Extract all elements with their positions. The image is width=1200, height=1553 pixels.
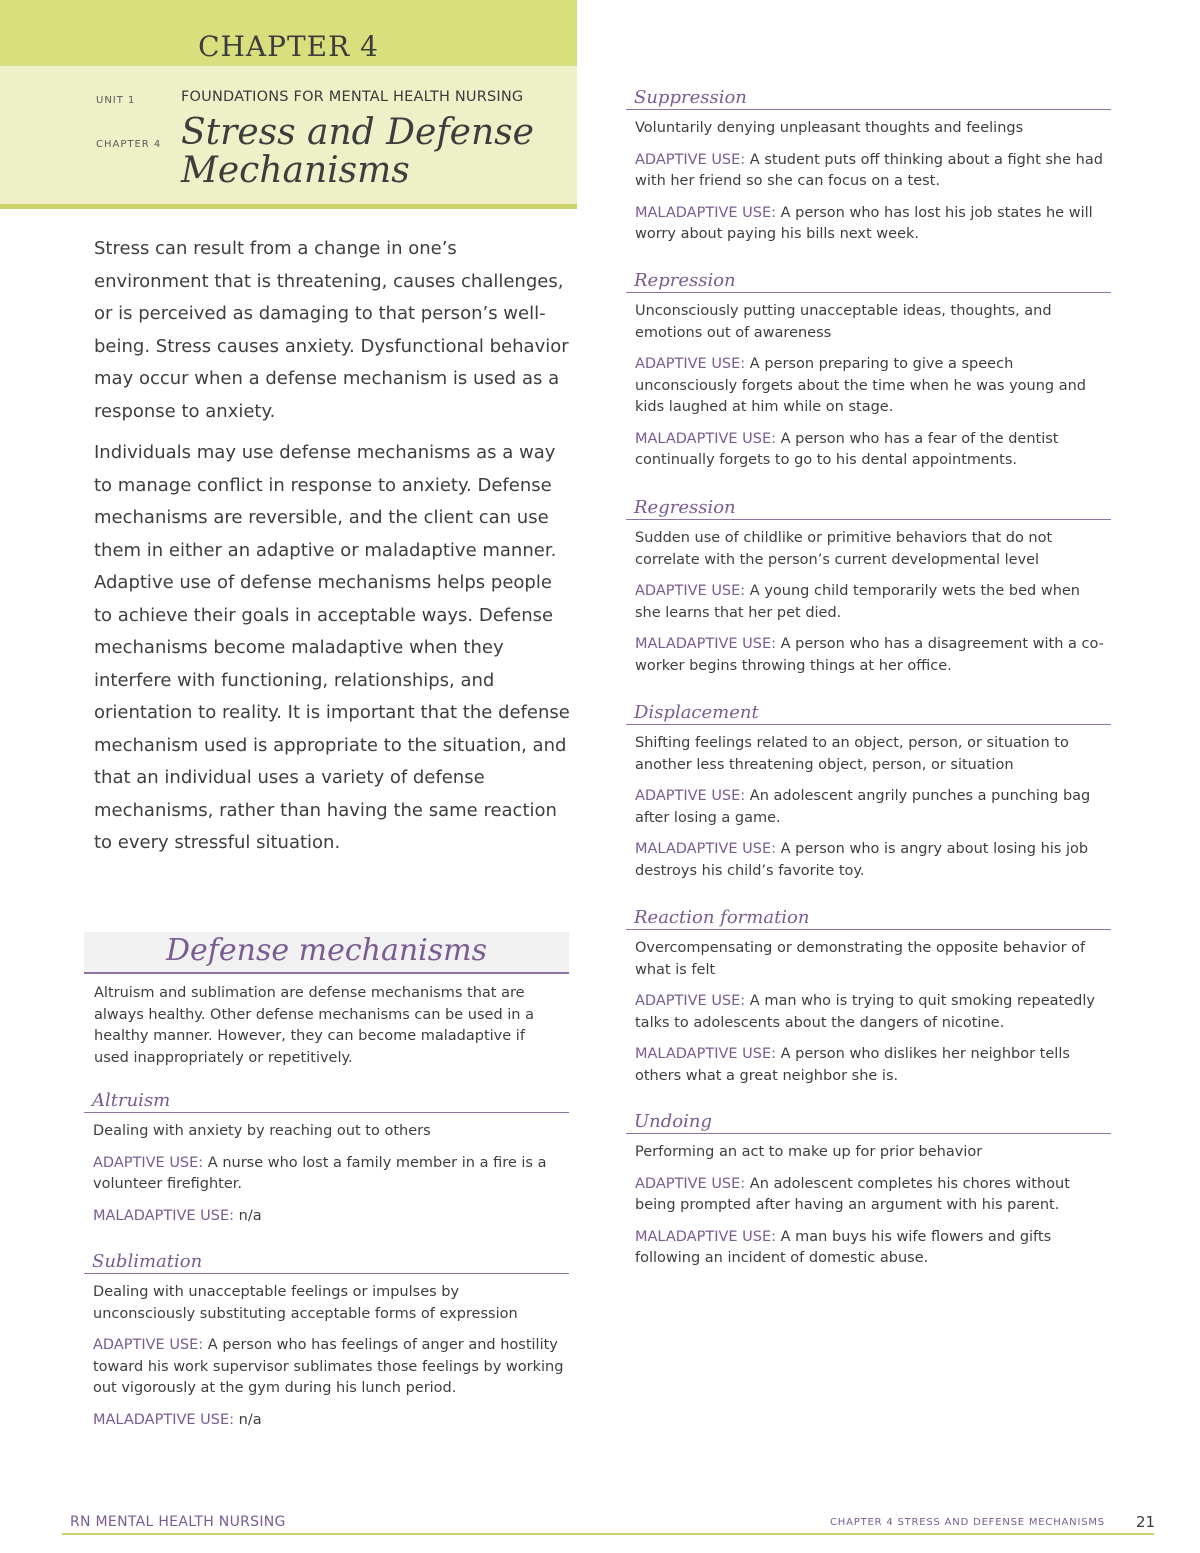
adaptive-label: ADAPTIVE USE: <box>93 1154 204 1171</box>
mechanism-definition: Performing an act to make up for prior behavior <box>635 1144 983 1160</box>
maladaptive-text: A man buys his wife flowers and gifts following an incident of domestic abuse. <box>635 1228 1052 1266</box>
maladaptive-use <box>635 1044 1107 1087</box>
maladaptive-label: MALADAPTIVE USE: <box>635 841 777 857</box>
mechanism-title: Suppression <box>626 87 1111 110</box>
maladaptive-label: MALADAPTIVE USE: <box>635 1046 777 1062</box>
chapter-title-line-1: Stress and Defense <box>181 112 534 153</box>
maladaptive-label: MALADAPTIVE USE: <box>635 636 777 652</box>
page-number: 21 <box>1136 1513 1156 1531</box>
maladaptive-use <box>635 203 1107 246</box>
intro-text <box>94 233 574 869</box>
mechanism-definition: Overcompensating or demonstrating the opposite behavior of what is felt <box>635 940 1086 978</box>
header-divider <box>0 204 577 209</box>
mechanism-definition: Voluntarily denying unpleasant thoughts and feelings <box>635 120 1024 136</box>
mechanism-definition: Dealing with anxiety by reaching out to others <box>93 1123 431 1139</box>
maladaptive-text: n/a <box>238 1207 262 1224</box>
maladaptive-text: A person who has a disagreement with a co-worker begins throwing things at her office. <box>635 636 1104 674</box>
mechanism-undoing <box>626 1111 1111 1280</box>
mechanism-repression <box>626 270 1111 482</box>
mechanism-displacement <box>626 702 1111 892</box>
adaptive-label: ADAPTIVE USE: <box>635 1175 746 1192</box>
adaptive-text: A person who has feelings of anger and hostility toward his work supervisor sublimates those feelings by working out vigorously at the gym during his lunch period. <box>93 1337 564 1396</box>
maladaptive-label: MALADAPTIVE USE: <box>635 430 777 447</box>
maladaptive-use <box>635 634 1107 677</box>
mechanism-definition: Shifting feelings related to an object, person, or situation to another less threatening object, person, or situation <box>635 735 1069 773</box>
adaptive-label: ADAPTIVE USE: <box>635 356 746 372</box>
footer-book-title: RN MENTAL HEALTH NURSING <box>70 1514 286 1530</box>
maladaptive-label: MALADAPTIVE USE: <box>93 1411 235 1428</box>
adaptive-use <box>93 1335 565 1400</box>
unit-title: FOUNDATIONS FOR MENTAL HEALTH NURSING <box>181 89 524 105</box>
mechanism-sublimation <box>84 1251 569 1441</box>
adaptive-use <box>635 150 1107 193</box>
maladaptive-text: A person who dislikes her neighbor tells others what a great neighbor she is. <box>635 1046 1070 1084</box>
mechanism-title: Regression <box>626 497 1111 520</box>
section-intro: Altruism and sublimation are defense mechanisms that are always healthy. Other defense mechanisms can be used in a healthy manner. However, they can become maladaptive if used inappropriately or repetitively. <box>94 985 534 1066</box>
footer-rule <box>62 1533 1154 1535</box>
maladaptive-use <box>93 1206 565 1228</box>
maladaptive-use <box>93 1410 565 1432</box>
adaptive-label: ADAPTIVE USE: <box>93 1337 204 1353</box>
mechanism-reaction-formation <box>626 907 1111 1097</box>
maladaptive-label: MALADAPTIVE USE: <box>635 1228 777 1245</box>
footer-chapter-title: CHAPTER 4 STRESS AND DEFENSE MECHANISMS <box>830 1517 1105 1528</box>
maladaptive-label: MALADAPTIVE USE: <box>93 1207 235 1224</box>
mechanism-title: Repression <box>626 270 1111 293</box>
mechanism-definition: Unconsciously putting unacceptable ideas, thoughts, and emotions out of awareness <box>635 303 1052 341</box>
chapter-title-line-2: Mechanisms <box>181 150 410 191</box>
maladaptive-use <box>635 1227 1107 1270</box>
chapter-tag: CHAPTER 4 <box>198 30 379 63</box>
mechanism-title: Altruism <box>84 1090 569 1113</box>
adaptive-text: A student puts off thinking about a fight she had with her friend so she can focus on a test. <box>635 151 1103 189</box>
adaptive-use <box>635 786 1107 829</box>
adaptive-use <box>635 354 1107 419</box>
adaptive-use <box>635 581 1107 624</box>
adaptive-text: A young child temporarily wets the bed when she learns that her pet died. <box>635 583 1080 621</box>
maladaptive-text: A person who has a fear of the dentist continually forgets to go to his dental appointments. <box>635 430 1059 468</box>
adaptive-label: ADAPTIVE USE: <box>635 583 746 599</box>
adaptive-text: A man who is trying to quit smoking repeatedly talks to adolescents about the dangers of nicotine. <box>635 993 1095 1031</box>
adaptive-label: ADAPTIVE USE: <box>635 788 746 804</box>
mechanism-altruism <box>84 1090 569 1237</box>
mechanism-suppression <box>626 87 1111 256</box>
adaptive-use <box>93 1153 565 1196</box>
adaptive-use <box>635 991 1107 1034</box>
unit-label: UNIT 1 <box>96 95 136 106</box>
maladaptive-label: MALADAPTIVE USE: <box>635 204 777 221</box>
chapter-label: CHAPTER 4 <box>96 139 162 150</box>
maladaptive-use <box>635 839 1107 882</box>
adaptive-text: A person preparing to give a speech unconsciously forgets about the time when he was young and kids laughed at him while on stage. <box>635 356 1087 415</box>
adaptive-use <box>635 1174 1107 1217</box>
intro-paragraph: Individuals may use defense mechanisms as a way to manage conflict in response to anxiety. Defense mechanisms are reversible, and the client can use them in either an adaptive or maladaptive manner. Adaptive use of defense mechanisms helps people to achieve their goals in acceptable ways. Defense mechanisms become maladaptive when they interfere with functioning, relationships, and orientation to reality. It is important that the defense mechanism used is appropriate to the situation, and that an individual uses a variety of defense mechanisms, rather than having the same reaction to every stressful situation. <box>94 442 570 853</box>
mechanism-title: Displacement <box>626 702 1111 725</box>
chapter-title <box>181 114 561 190</box>
adaptive-text: A nurse who lost a family member in a fire is a volunteer firefighter. <box>93 1154 547 1192</box>
mechanism-definition: Sudden use of childlike or primitive behaviors that do not correlate with the person’s current developmental level <box>635 530 1053 568</box>
intro-paragraph: Stress can result from a change in one’s environment that is threatening, causes challenges, or is perceived as damaging to that person’s well-being. Stress causes anxiety. Dysfunctional behavior may occur when a defense mechanism is used as a response to anxiety. <box>94 238 569 422</box>
mechanism-title: Undoing <box>626 1111 1111 1134</box>
mechanism-definition: Dealing with unacceptable feelings or impulses by unconsciously substituting acceptable forms of expression <box>93 1284 518 1322</box>
adaptive-text: An adolescent angrily punches a punching bag after losing a game. <box>635 788 1091 826</box>
mechanism-title: Reaction formation <box>626 907 1111 930</box>
section-heading: Defense mechanisms <box>165 933 488 968</box>
section-heading-rule <box>84 972 569 974</box>
maladaptive-use <box>635 429 1107 472</box>
adaptive-label: ADAPTIVE USE: <box>635 993 746 1009</box>
mechanism-regression <box>626 497 1111 687</box>
maladaptive-text: A person who has lost his job states he will worry about paying his bills next week. <box>635 204 1093 242</box>
adaptive-label: ADAPTIVE USE: <box>635 151 746 168</box>
maladaptive-text: n/a <box>238 1411 262 1428</box>
maladaptive-text: A person who is angry about losing his job destroys his child’s favorite toy. <box>635 841 1089 879</box>
mechanism-title: Sublimation <box>84 1251 569 1274</box>
adaptive-text: An adolescent completes his chores without being prompted after having an argument with his parent. <box>635 1175 1070 1213</box>
